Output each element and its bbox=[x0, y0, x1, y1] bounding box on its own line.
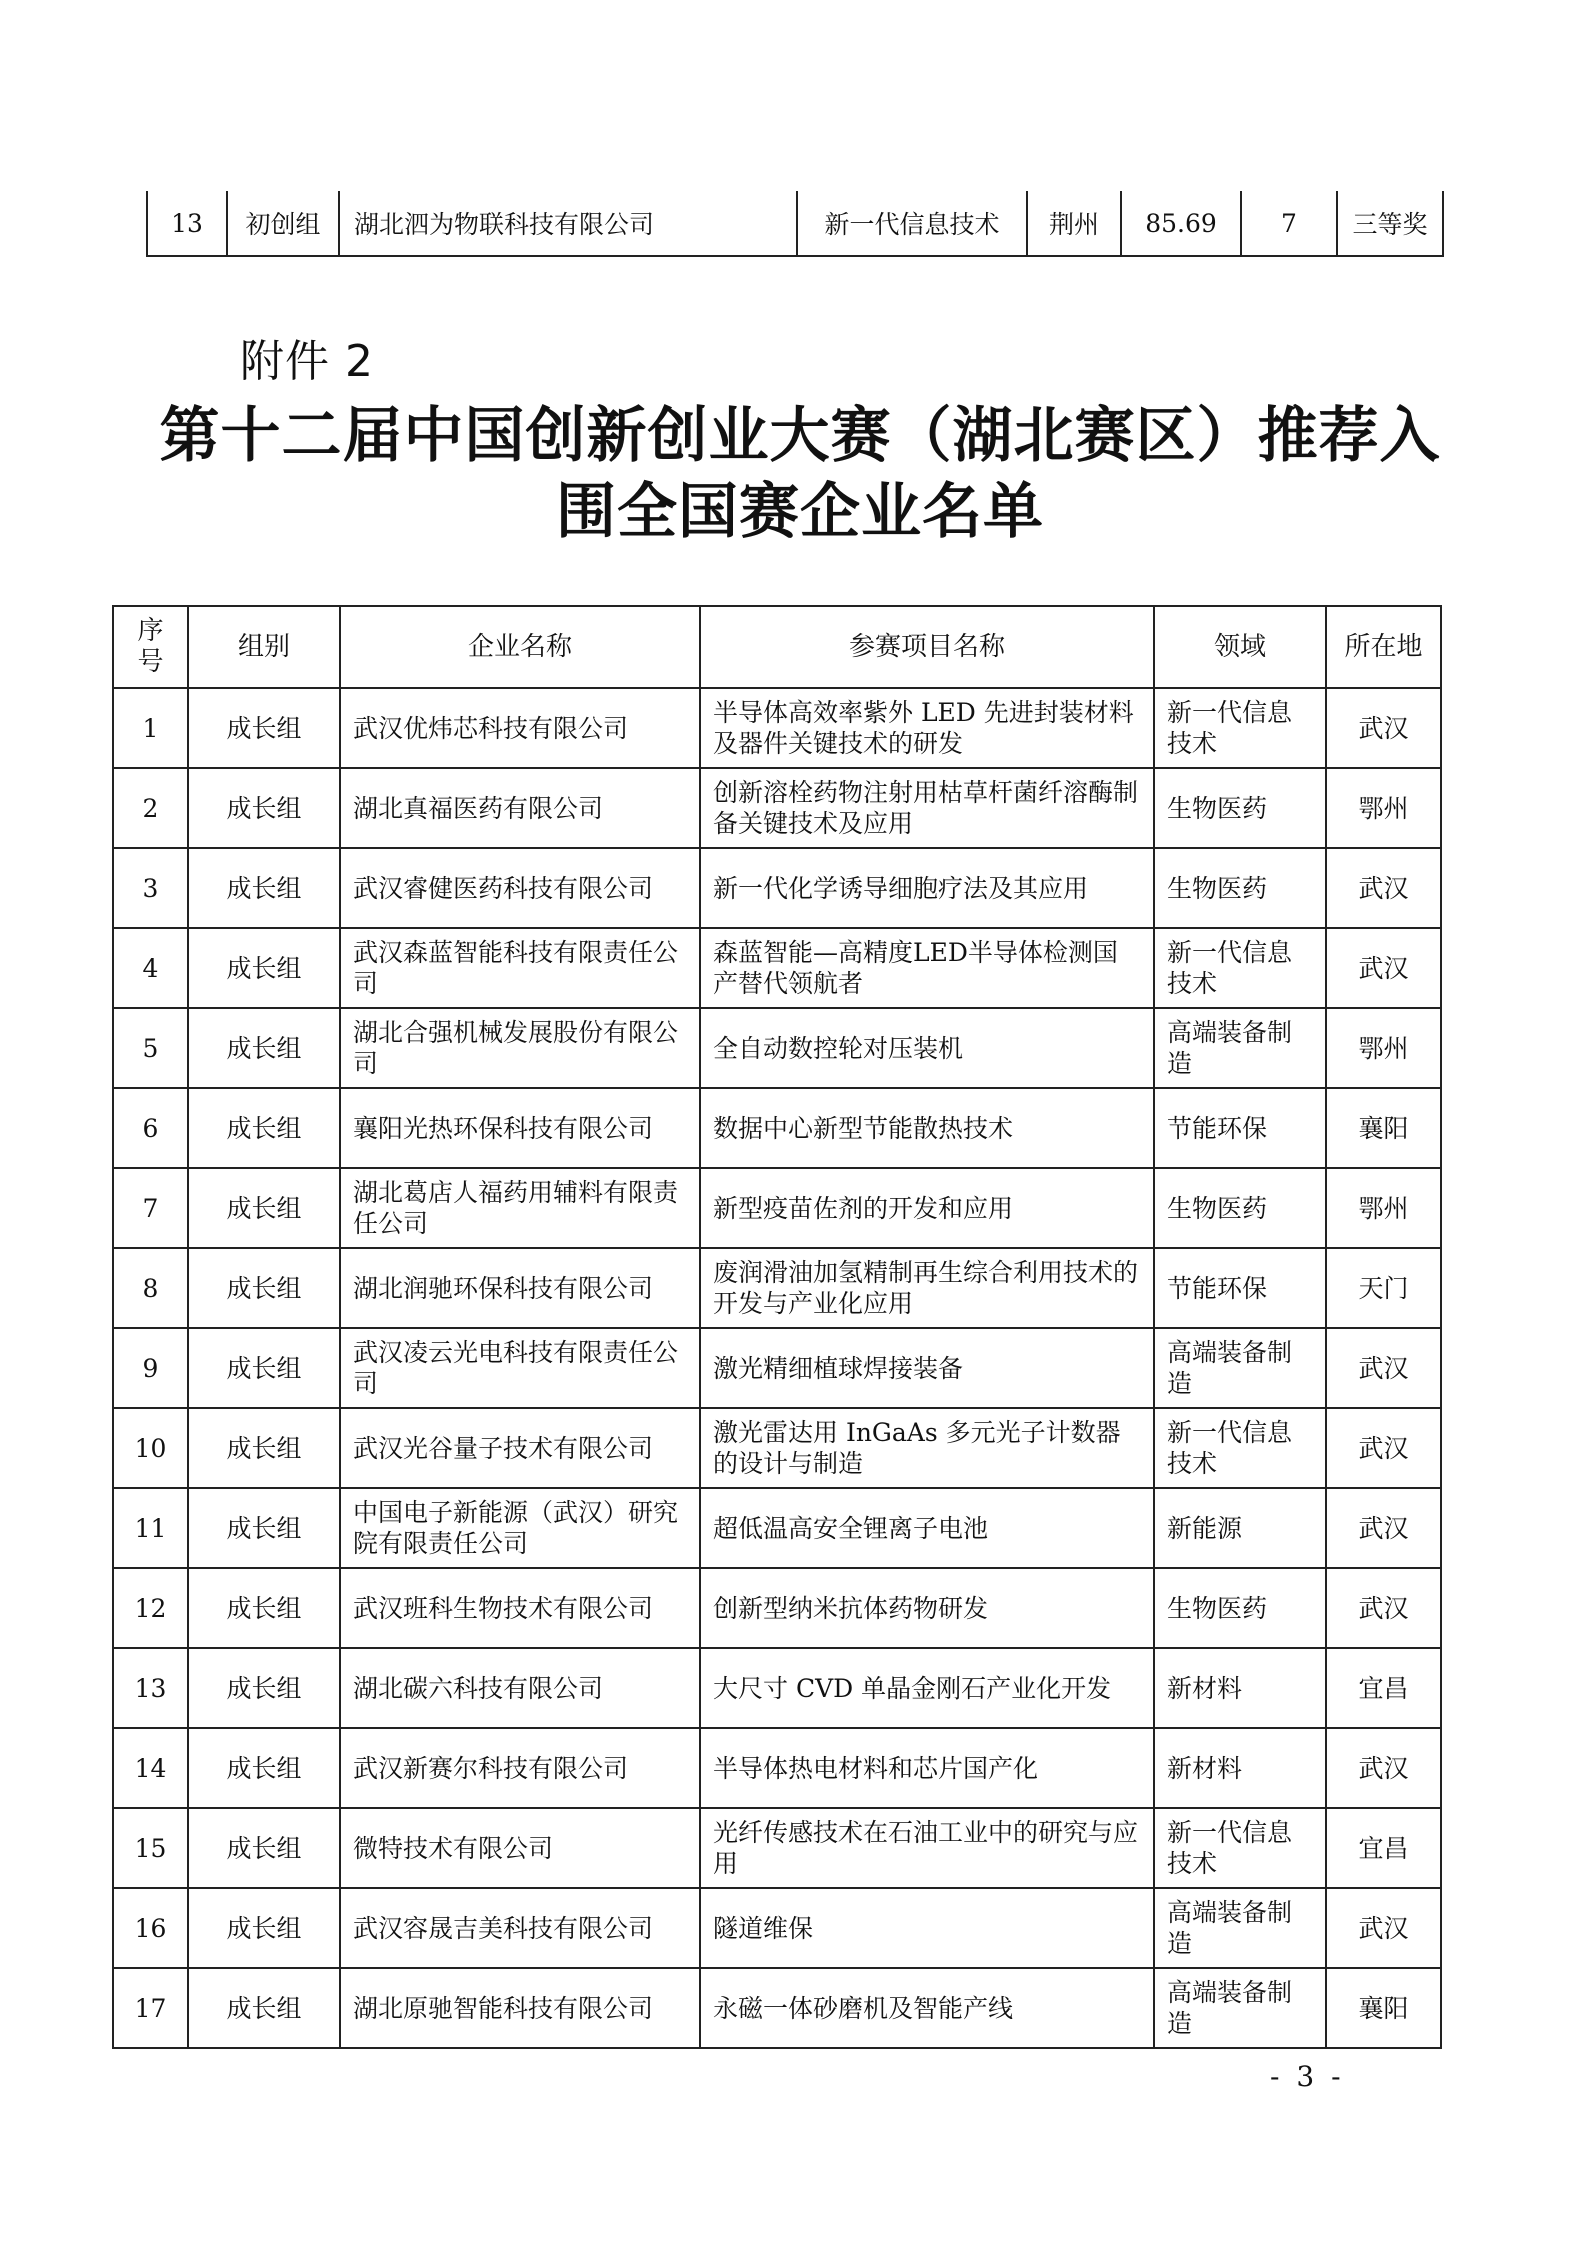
table-row bbox=[113, 928, 1441, 1008]
header-index: 序号 bbox=[113, 606, 188, 688]
row-project: 超低温高安全锂离子电池 bbox=[700, 1488, 1154, 1568]
table-row bbox=[113, 1728, 1441, 1808]
row-location: 武汉 bbox=[1326, 1728, 1441, 1808]
page-number: - 3 - bbox=[1270, 2060, 1345, 2093]
row-company: 湖北润驰环保科技有限公司 bbox=[340, 1248, 700, 1328]
row-field: 生物医药 bbox=[1154, 1168, 1326, 1248]
row-project: 森蓝智能—高精度LED半导体检测国产替代领航者 bbox=[700, 928, 1154, 1008]
row-project: 全自动数控轮对压装机 bbox=[700, 1008, 1154, 1088]
header-company: 企业名称 bbox=[340, 606, 700, 688]
row-group: 成长组 bbox=[188, 1968, 340, 2048]
row-field: 新一代信息技术 bbox=[797, 191, 1027, 256]
row-index: 9 bbox=[113, 1328, 188, 1408]
row-location: 鄂州 bbox=[1326, 1008, 1441, 1088]
row-company: 湖北碳六科技有限公司 bbox=[340, 1648, 700, 1728]
row-group: 成长组 bbox=[188, 688, 340, 768]
row-index: 1 bbox=[113, 688, 188, 768]
row-index: 17 bbox=[113, 1968, 188, 2048]
row-location: 鄂州 bbox=[1326, 768, 1441, 848]
table-body bbox=[113, 688, 1441, 2048]
row-company: 武汉班科生物技术有限公司 bbox=[340, 1568, 700, 1648]
row-index: 11 bbox=[113, 1488, 188, 1568]
row-company: 武汉优炜芯科技有限公司 bbox=[340, 688, 700, 768]
table-row bbox=[113, 1568, 1441, 1648]
table-row bbox=[113, 1328, 1441, 1408]
attachment-label: 附件 2 bbox=[240, 336, 374, 387]
row-index: 2 bbox=[113, 768, 188, 848]
row-company: 湖北原驰智能科技有限公司 bbox=[340, 1968, 700, 2048]
table-row bbox=[113, 848, 1441, 928]
row-field: 高端装备制造 bbox=[1154, 1968, 1326, 2048]
header-group: 组别 bbox=[188, 606, 340, 688]
row-project: 创新溶栓药物注射用枯草杆菌纤溶酶制备关键技术及应用 bbox=[700, 768, 1154, 848]
row-company: 中国电子新能源（武汉）研究院有限责任公司 bbox=[340, 1488, 700, 1568]
row-index: 15 bbox=[113, 1808, 188, 1888]
row-project: 创新型纳米抗体药物研发 bbox=[700, 1568, 1154, 1648]
row-field: 生物医药 bbox=[1154, 848, 1326, 928]
table-row bbox=[113, 1888, 1441, 1968]
row-group: 成长组 bbox=[188, 768, 340, 848]
row-location: 武汉 bbox=[1326, 1408, 1441, 1488]
row-field: 节能环保 bbox=[1154, 1248, 1326, 1328]
row-project: 新一代化学诱导细胞疗法及其应用 bbox=[700, 848, 1154, 928]
row-index: 8 bbox=[113, 1248, 188, 1328]
row-project: 永磁一体砂磨机及智能产线 bbox=[700, 1968, 1154, 2048]
row-location: 武汉 bbox=[1326, 928, 1441, 1008]
table-row bbox=[113, 688, 1441, 768]
table-row bbox=[113, 1248, 1441, 1328]
table-row bbox=[113, 768, 1441, 848]
row-company: 襄阳光热环保科技有限公司 bbox=[340, 1088, 700, 1168]
row-location: 武汉 bbox=[1326, 1888, 1441, 1968]
row-location: 武汉 bbox=[1326, 1328, 1441, 1408]
row-field: 节能环保 bbox=[1154, 1088, 1326, 1168]
row-index: 4 bbox=[113, 928, 188, 1008]
row-field: 新一代信息技术 bbox=[1154, 1808, 1326, 1888]
row-index: 10 bbox=[113, 1408, 188, 1488]
header-project: 参赛项目名称 bbox=[700, 606, 1154, 688]
row-location: 襄阳 bbox=[1326, 1088, 1441, 1168]
row-group: 成长组 bbox=[188, 1248, 340, 1328]
row-field: 高端装备制造 bbox=[1154, 1008, 1326, 1088]
row-project: 废润滑油加氢精制再生综合利用技术的开发与产业化应用 bbox=[700, 1248, 1154, 1328]
table-row bbox=[113, 1808, 1441, 1888]
row-company: 武汉凌云光电科技有限责任公司 bbox=[340, 1328, 700, 1408]
table-row bbox=[147, 191, 1443, 256]
row-index: 16 bbox=[113, 1888, 188, 1968]
row-group: 成长组 bbox=[188, 1328, 340, 1408]
row-location: 武汉 bbox=[1326, 688, 1441, 768]
row-location: 武汉 bbox=[1326, 1568, 1441, 1648]
row-location: 武汉 bbox=[1326, 848, 1441, 928]
row-field: 生物医药 bbox=[1154, 1568, 1326, 1648]
row-field: 新材料 bbox=[1154, 1728, 1326, 1808]
table-row bbox=[113, 1008, 1441, 1088]
row-field: 高端装备制造 bbox=[1154, 1328, 1326, 1408]
table-row bbox=[113, 1168, 1441, 1248]
row-location: 襄阳 bbox=[1326, 1968, 1441, 2048]
row-field: 高端装备制造 bbox=[1154, 1888, 1326, 1968]
table-row bbox=[113, 1648, 1441, 1728]
row-group: 成长组 bbox=[188, 1888, 340, 1968]
row-group: 成长组 bbox=[188, 1168, 340, 1248]
row-field: 新材料 bbox=[1154, 1648, 1326, 1728]
row-group: 成长组 bbox=[188, 1088, 340, 1168]
row-group: 成长组 bbox=[188, 848, 340, 928]
row-index: 5 bbox=[113, 1008, 188, 1088]
row-project: 激光雷达用 InGaAs 多元光子计数器的设计与制造 bbox=[700, 1408, 1154, 1488]
row-project: 半导体热电材料和芯片国产化 bbox=[700, 1728, 1154, 1808]
row-location: 武汉 bbox=[1326, 1488, 1441, 1568]
row-group: 成长组 bbox=[188, 928, 340, 1008]
row-index: 12 bbox=[113, 1568, 188, 1648]
row-field: 新一代信息技术 bbox=[1154, 928, 1326, 1008]
row-index: 3 bbox=[113, 848, 188, 928]
row-company: 微特技术有限公司 bbox=[340, 1808, 700, 1888]
row-company: 武汉森蓝智能科技有限责任公司 bbox=[340, 928, 700, 1008]
row-project: 新型疫苗佐剂的开发和应用 bbox=[700, 1168, 1154, 1248]
row-company: 武汉光谷量子技术有限公司 bbox=[340, 1408, 700, 1488]
row-group: 成长组 bbox=[188, 1008, 340, 1088]
row-field: 生物医药 bbox=[1154, 768, 1326, 848]
row-company: 湖北合强机械发展股份有限公司 bbox=[340, 1008, 700, 1088]
row-company: 武汉容晟吉美科技有限公司 bbox=[340, 1888, 700, 1968]
row-project: 光纤传感技术在石油工业中的研究与应用 bbox=[700, 1808, 1154, 1888]
row-index: 14 bbox=[113, 1728, 188, 1808]
row-location: 宜昌 bbox=[1326, 1808, 1441, 1888]
row-group: 成长组 bbox=[188, 1728, 340, 1808]
row-location: 荆州 bbox=[1027, 191, 1121, 256]
row-field: 新一代信息技术 bbox=[1154, 688, 1326, 768]
row-location: 鄂州 bbox=[1326, 1168, 1441, 1248]
table-row bbox=[113, 1488, 1441, 1568]
row-group: 初创组 bbox=[227, 191, 339, 256]
row-location: 天门 bbox=[1326, 1248, 1441, 1328]
row-project: 大尺寸 CVD 单晶金刚石产业化开发 bbox=[700, 1648, 1154, 1728]
row-group: 成长组 bbox=[188, 1648, 340, 1728]
row-company: 湖北真福医药有限公司 bbox=[340, 768, 700, 848]
row-project: 激光精细植球焊接装备 bbox=[700, 1328, 1154, 1408]
row-award: 三等奖 bbox=[1337, 191, 1443, 256]
row-group: 成长组 bbox=[188, 1488, 340, 1568]
row-field: 新能源 bbox=[1154, 1488, 1326, 1568]
row-rank: 7 bbox=[1241, 191, 1337, 256]
row-group: 成长组 bbox=[188, 1808, 340, 1888]
row-index: 13 bbox=[113, 1648, 188, 1728]
row-company: 武汉睿健医药科技有限公司 bbox=[340, 848, 700, 928]
row-index: 6 bbox=[113, 1088, 188, 1168]
row-field: 新一代信息技术 bbox=[1154, 1408, 1326, 1488]
row-group: 成长组 bbox=[188, 1568, 340, 1648]
row-location: 宜昌 bbox=[1326, 1648, 1441, 1728]
row-project: 隧道维保 bbox=[700, 1888, 1154, 1968]
row-score: 85.69 bbox=[1121, 191, 1241, 256]
row-group: 成长组 bbox=[188, 1408, 340, 1488]
row-index: 13 bbox=[147, 191, 227, 256]
row-project: 半导体高效率紫外 LED 先进封装材料及器件关键技术的研发 bbox=[700, 688, 1154, 768]
row-company: 湖北泗为物联科技有限公司 bbox=[339, 191, 797, 256]
table-row bbox=[113, 1088, 1441, 1168]
row-company: 武汉新赛尔科技有限公司 bbox=[340, 1728, 700, 1808]
row-index: 7 bbox=[113, 1168, 188, 1248]
table-row bbox=[113, 1968, 1441, 2048]
row-project: 数据中心新型节能散热技术 bbox=[700, 1088, 1154, 1168]
recommended-companies-table bbox=[112, 605, 1442, 2049]
header-field: 领域 bbox=[1154, 606, 1326, 688]
previous-page-table-tail bbox=[146, 191, 1444, 257]
row-company: 湖北葛店人福药用辅料有限责任公司 bbox=[340, 1168, 700, 1248]
table-header-row bbox=[113, 606, 1441, 688]
header-location: 所在地 bbox=[1326, 606, 1441, 688]
page-title: 第十二届中国创新创业大赛（湖北赛区）推荐入围全国赛企业名单 bbox=[159, 401, 1441, 547]
table-row bbox=[113, 1408, 1441, 1488]
